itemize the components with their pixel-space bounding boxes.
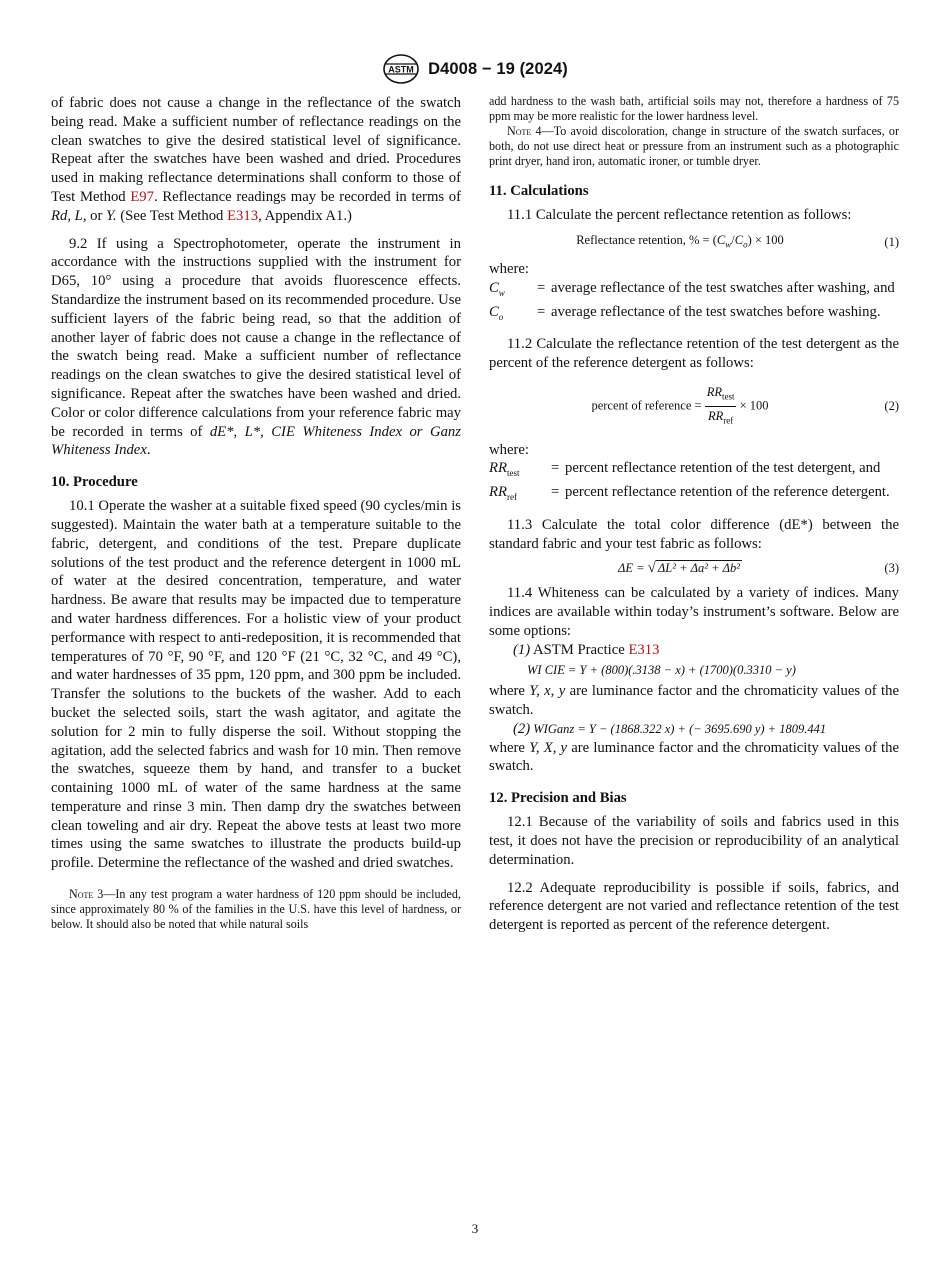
where-label-2: where: (489, 441, 529, 458)
svg-text:ASTM: ASTM (388, 64, 414, 75)
right-column (489, 94, 899, 935)
link-e97[interactable]: E97 (130, 188, 154, 205)
paragraph-11-1: 11.1 Calculate the percent reflectance retention as follows: (507, 207, 852, 223)
link-e313[interactable]: E313 (227, 207, 259, 224)
option-2-where: where Y, X, y are luminance factor and the chromaticity values of the swatch. (489, 739, 899, 775)
paragraph-9-2: 9.2 If using a Spectrophotometer, operate the instrument in accordance with the instructions supplied with the instrument for D65, 10° using a procedure that avoids fluorescence effects. Standardize the instrument based on its recommended procedure. Use sufficient layers of the fabric being read, so that the addition of another layer of fabric does not cause a change in the reflectance of the swatch being read. Make a sufficient number of reflectance readings on the clean swatches to give the desired statistical level of significance. Repeat after the swatches have been washed and dried. Color or color difference calculations from your reference fabric may be recorded in terms of dE*, L*, CIE Whiteness Index or Ganz Whiteness Index. (51, 235, 461, 459)
paragraph-12-1: 12.1 Because of the variability of soils and fabrics used in this test, it does not have the precision or reproducibility of an analytical determination. (489, 814, 899, 868)
paragraph-11-4: 11.4 Whiteness can be calculated by a variety of indices. Many indices are available within today’s instrument’s software. Below are some options: (489, 585, 899, 639)
paragraph-11-3: 11.3 Calculate the total color difference (dE*) between the standard fabric and your test fabric as follows: (489, 516, 899, 552)
equation-3: ΔE = √ ΔL² + Δa² + Δb² (3) (618, 560, 899, 577)
equation-1: Reflectance retention, % = $(C_w/C_o) \times 100$ (1) (576, 232, 899, 250)
definitions-1: $C_w$ = average reflectance of the test swatches after washing, and $C_o$ = average reflectance of the test swatches before washing. (489, 279, 895, 322)
definitions-2: $RR_{test}$ = percent reflectance retention of the test detergent, and $RR_{ref}$ = percent reflectance retention of the reference detergent. (489, 460, 890, 503)
section-heading-12: 12. Precision and Bias (489, 790, 627, 807)
equation-2: percent of reference = $\frac{RR_{test}}{RR_{ref}}$ × 100 (2) (591, 384, 899, 426)
option-1: (1) ASTM Practice E313 (513, 641, 660, 658)
option-1-where: where Y, x, y are luminance factor and the chromaticity values of the swatch. (489, 683, 899, 718)
page-number: 3 (471, 1221, 479, 1236)
paragraph-11-2: 11.2 Calculate the reflectance retention of the test detergent as the percent of the reference detergent as follows: (489, 336, 899, 372)
document-designation: D4008 − 19 (2024) (428, 59, 568, 78)
formula-wi-cie: WI CIE = Y + (800)(.3138 − x) + (1700)(0.3310 − y) (527, 663, 796, 678)
section-heading-10: 10. Procedure (51, 474, 138, 491)
page-header (0, 52, 950, 86)
paragraph-10-1: 10.1 Operate the washer at a suitable fixed speed (90 cycles/min is suggested). Maintain the water bath at a temperature suitable to the fabric, detergent, and conditions of the test. Prepare duplicate solutions of the test product and the reference detergent in 1000 mL of water at the desired concentration, temperature, and water hardness. Be aware that results may be impacted due to temperature and water hardness differences. For a holistic view of your product performance with respect to anti-redeposition, it is recommended that temperatures of 70 °F, 90 °F, and 120 °F (21 °C, 32 °C, and 49 °C), and water hardnesses of 35 ppm, 120 ppm, and 300 ppm be included. Transfer the solutions to the buckets of the washer. Add to each bucket the selected soils, start the wash agitator, and agitate the solution for 2 min to fully disperse the soil. Without stopping the agitation, add the selected fabrics and wash for 10 min. Then remove the swatches, squeeze them by hand, and transfer to a bucket containing 1000 mL of water of the same hardness at the same temperature and rinse 3 min. Then damp dry the swatches between clean toweling and air dry. Repeat the above tests at least two more times using the same swatches to illustrate the products build-up profile. Determine the reflectance of the washed and dried swatches. (51, 498, 461, 872)
option-2: (2) WIGanz = Y − (1868.322 x) + (− 3695.690 y) + 1809.441 (513, 720, 827, 737)
note-3: Note 3—In any test program a water hardness of 120 ppm should be included, since approximately 80 % of the families in the U.S. have this level of hardness, or below. It should also be noted that while natural soils (51, 887, 461, 932)
link-e313-practice[interactable]: E313 (628, 641, 660, 658)
paragraph-12-2: 12.2 Adequate reproducibility is possible if soils, fabrics, and reference detergent are not varied and reflectance retention of the test detergent is reported as percent of the reference detergent. (489, 879, 899, 934)
note-4: Note 4—To avoid discoloration, change in structure of the swatch surfaces, or both, do not use direct heat or pressure from an instrument such as a photographic print dryer, hand iron, automatic ironer, or tumble dryer. (489, 124, 899, 168)
astm-logo-icon (382, 53, 420, 85)
paragraph-9-1-continued: of fabric does not cause a change in the reflectance of the swatch being read. Make a sufficient number of reflectance readings on the clean swatches to give the desired statistical level of significance. Repeat after the swatches have been washed and dried. Procedures used in making reflectance determinations shall conform to those of Test Method E97. Reflectance readings may be recorded in terms of Rd, L, or Y. (See Test Method E313, Appendix A1.) (51, 95, 462, 224)
left-column (51, 94, 461, 932)
where-label-1: where: (489, 261, 529, 278)
note-3-continued: add hardness to the wash bath, artificial soils may not, therefore a hardness of 75 ppm may be more realistic for the lower hardness level. (489, 94, 899, 123)
section-heading-11: 11. Calculations (489, 183, 589, 199)
